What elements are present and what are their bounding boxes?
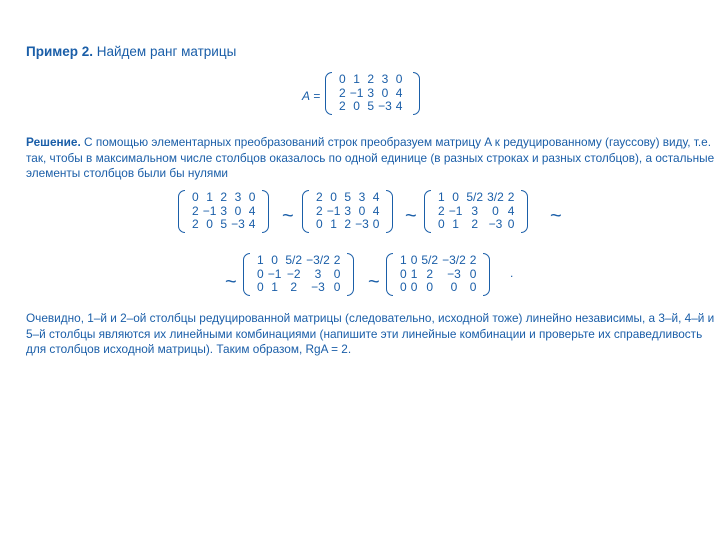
matrix-cell: 2 (469, 253, 477, 267)
matrix-cell: −1 (267, 266, 282, 281)
right-bracket (483, 253, 490, 296)
matrix-cell: 0 (381, 85, 389, 100)
tilde-2: ~ (405, 205, 417, 227)
matrix-cell: 3/2 (487, 190, 504, 204)
example-heading (26, 44, 236, 59)
matrix-cell: 3 (220, 203, 228, 218)
matrix-cell: 1 (410, 266, 418, 281)
matrix-cell: 0 (339, 72, 346, 86)
matrix-cell: −3/2 (442, 253, 466, 267)
matrix-cell: 2 (367, 72, 375, 86)
tilde-3: ~ (550, 205, 562, 227)
tilde-5: ~ (368, 271, 380, 293)
matrix-a-label: A = (302, 89, 321, 103)
matrix-cell (404, 100, 408, 114)
right-bracket (521, 190, 528, 233)
matrix-cell: 2 (316, 203, 323, 218)
matrix-cell: 0 (469, 266, 477, 281)
chain-row2-matrix-2 (386, 253, 490, 296)
matrix-entries (185, 190, 262, 233)
matrix-a (325, 72, 420, 115)
matrix-cell: 2 (426, 266, 434, 281)
matrix-cell: 4 (395, 85, 403, 100)
matrix-cell: −3 (447, 266, 461, 281)
matrix-cell: 5 (367, 99, 375, 113)
matrix-entries (393, 253, 483, 296)
matrix-cell: 0 (450, 280, 458, 294)
right-bracket (413, 72, 420, 115)
matrix-cell: 0 (395, 72, 403, 86)
conclusion-paragraph (26, 311, 714, 358)
left-bracket (178, 190, 185, 233)
matrix-cell: 0 (426, 280, 434, 294)
matrix-cell: 1 (206, 190, 213, 204)
matrix-cell: 0 (271, 253, 278, 267)
matrix-cell: 0 (248, 190, 256, 204)
matrix-cell: 5 (220, 217, 228, 231)
matrix-cell: 4 (372, 190, 380, 204)
chain-row1-matrix-1 (178, 190, 269, 233)
matrix-cell: 3 (314, 266, 322, 281)
solution-line-2: так, чтобы в максимальном числе столбцов оказалось по одной единице (в разных строках и разных столбцов), а остальные (26, 150, 715, 165)
matrix-cell: 4 (248, 203, 256, 218)
matrix-cell: −1 (448, 203, 463, 218)
solution-bold: Решение. (26, 135, 81, 149)
matrix-cell: −3 (311, 280, 325, 294)
matrix-cell: 0 (438, 217, 445, 231)
matrix-cell (404, 87, 408, 101)
conclusion-line-2: 5–й столбцы являются их линейными комбинациями (напишите эти линейные комбинации и проверьте их справедливость (26, 326, 703, 341)
matrix-cell: 0 (452, 190, 459, 204)
matrix-cell: 0 (257, 266, 264, 281)
example-heading-text: Найдем ранг матрицы (93, 44, 237, 59)
matrix-cell: 0 (234, 203, 242, 218)
matrix-entries (332, 72, 413, 115)
example-heading-bold: Пример 2. (26, 44, 93, 59)
matrix-entries (250, 253, 347, 296)
matrix-cell: 0 (400, 280, 407, 294)
tilde-4: ~ (225, 271, 237, 293)
left-bracket (302, 190, 309, 233)
matrix-cell: 3 (471, 203, 479, 218)
right-bracket (386, 190, 393, 233)
matrix-cell: 2 (471, 217, 479, 231)
matrix-cell: 0 (507, 217, 515, 231)
matrix-cell: −3 (488, 217, 503, 231)
matrix-cell: 0 (192, 190, 199, 204)
matrix-cell: 4 (395, 99, 403, 113)
matrix-cell: 0 (400, 266, 407, 281)
matrix-cell: 3 (234, 190, 242, 204)
left-bracket (386, 253, 393, 296)
matrix-cell: 5/2 (466, 190, 484, 204)
matrix-cell: 4 (248, 217, 256, 231)
matrix-cell: 2 (192, 217, 199, 231)
matrix-cell: 5/2 (285, 253, 303, 267)
matrix-cell: 4 (507, 203, 515, 218)
matrix-cell: 3 (344, 203, 352, 218)
matrix-cell: −3 (378, 99, 392, 113)
matrix-cell: 1 (257, 253, 264, 267)
tilde-1: ~ (282, 205, 294, 227)
matrix-cell: −1 (349, 85, 364, 100)
matrix-cell: −3 (231, 217, 245, 231)
solution-paragraph (26, 135, 714, 182)
matrix-entries (431, 190, 521, 233)
left-bracket (424, 190, 431, 233)
matrix-cell: 3 (381, 72, 389, 86)
matrix-cell: 2 (344, 217, 352, 231)
matrix-cell: 0 (257, 280, 264, 294)
matrix-cell: −1 (326, 203, 341, 218)
matrix-cell: −2 (286, 266, 301, 281)
matrix-cell: 0 (492, 203, 499, 218)
conclusion-line-3: для столбцов исходной матрицы). Таким образом, RgA = 2. (26, 342, 352, 357)
chain-row1-matrix-3 (424, 190, 528, 233)
solution-line-1: С помощью элементарных преобразований строк преобразуем матрицу A к редуцированному (гауссову) виду, т.е. (80, 135, 712, 149)
matrix-cell: 2 (316, 190, 323, 204)
matrix-cell: 2 (220, 190, 228, 204)
matrix-cell: 0 (333, 280, 341, 294)
matrix-cell: 0 (353, 99, 360, 113)
matrix-cell: 0 (410, 253, 418, 267)
matrix-cell: 0 (469, 280, 477, 294)
matrix-cell: 5/2 (421, 253, 439, 267)
matrix-cell: 0 (206, 217, 213, 231)
matrix-cell: 2 (290, 280, 298, 294)
matrix-cell: −1 (202, 203, 217, 218)
matrix-cell: 3 (358, 190, 366, 204)
matrix-cell: 0 (333, 266, 341, 281)
matrix-cell: −3/2 (306, 253, 330, 267)
matrix-cell: 0 (358, 203, 366, 218)
conclusion-line-1: Очевидно, 1–й и 2–ой столбцы редуцированной матрицы (следовательно, исходной тоже) линейно независимы, а 3–й, 4–й и (26, 311, 715, 325)
matrix-cell: 5 (344, 190, 352, 204)
matrix-cell: 1 (452, 217, 459, 231)
right-bracket (262, 190, 269, 233)
matrix-cell: 2 (339, 99, 346, 113)
left-bracket (325, 72, 332, 115)
matrix-cell: 2 (333, 253, 341, 267)
matrix-cell: 2 (438, 203, 445, 218)
matrix-cell: 3 (367, 85, 375, 100)
period-after-chain: . (510, 266, 514, 280)
matrix-cell: 0 (372, 217, 380, 231)
matrix-cell: 2 (507, 190, 515, 204)
matrix-cell: 0 (316, 217, 323, 231)
matrix-cell: 2 (192, 203, 199, 218)
matrix-cell: 1 (438, 190, 445, 204)
matrix-cell: −3 (355, 217, 369, 231)
matrix-cell: 1 (353, 72, 360, 86)
matrix-cell: 2 (339, 85, 346, 100)
matrix-cell (404, 73, 408, 87)
matrix-cell: 0 (330, 190, 337, 204)
matrix-cell: 4 (372, 203, 380, 218)
matrix-cell: 1 (330, 217, 337, 231)
matrix-entries (309, 190, 386, 233)
chain-row2-matrix-1 (243, 253, 354, 296)
left-bracket (243, 253, 250, 296)
right-bracket (347, 253, 354, 296)
matrix-cell: 0 (410, 280, 418, 294)
chain-row1-matrix-2 (302, 190, 393, 233)
matrix-cell: 1 (271, 280, 278, 294)
solution-line-3: элементы столбцов были бы нулями (26, 166, 229, 181)
matrix-cell: 1 (400, 253, 407, 267)
